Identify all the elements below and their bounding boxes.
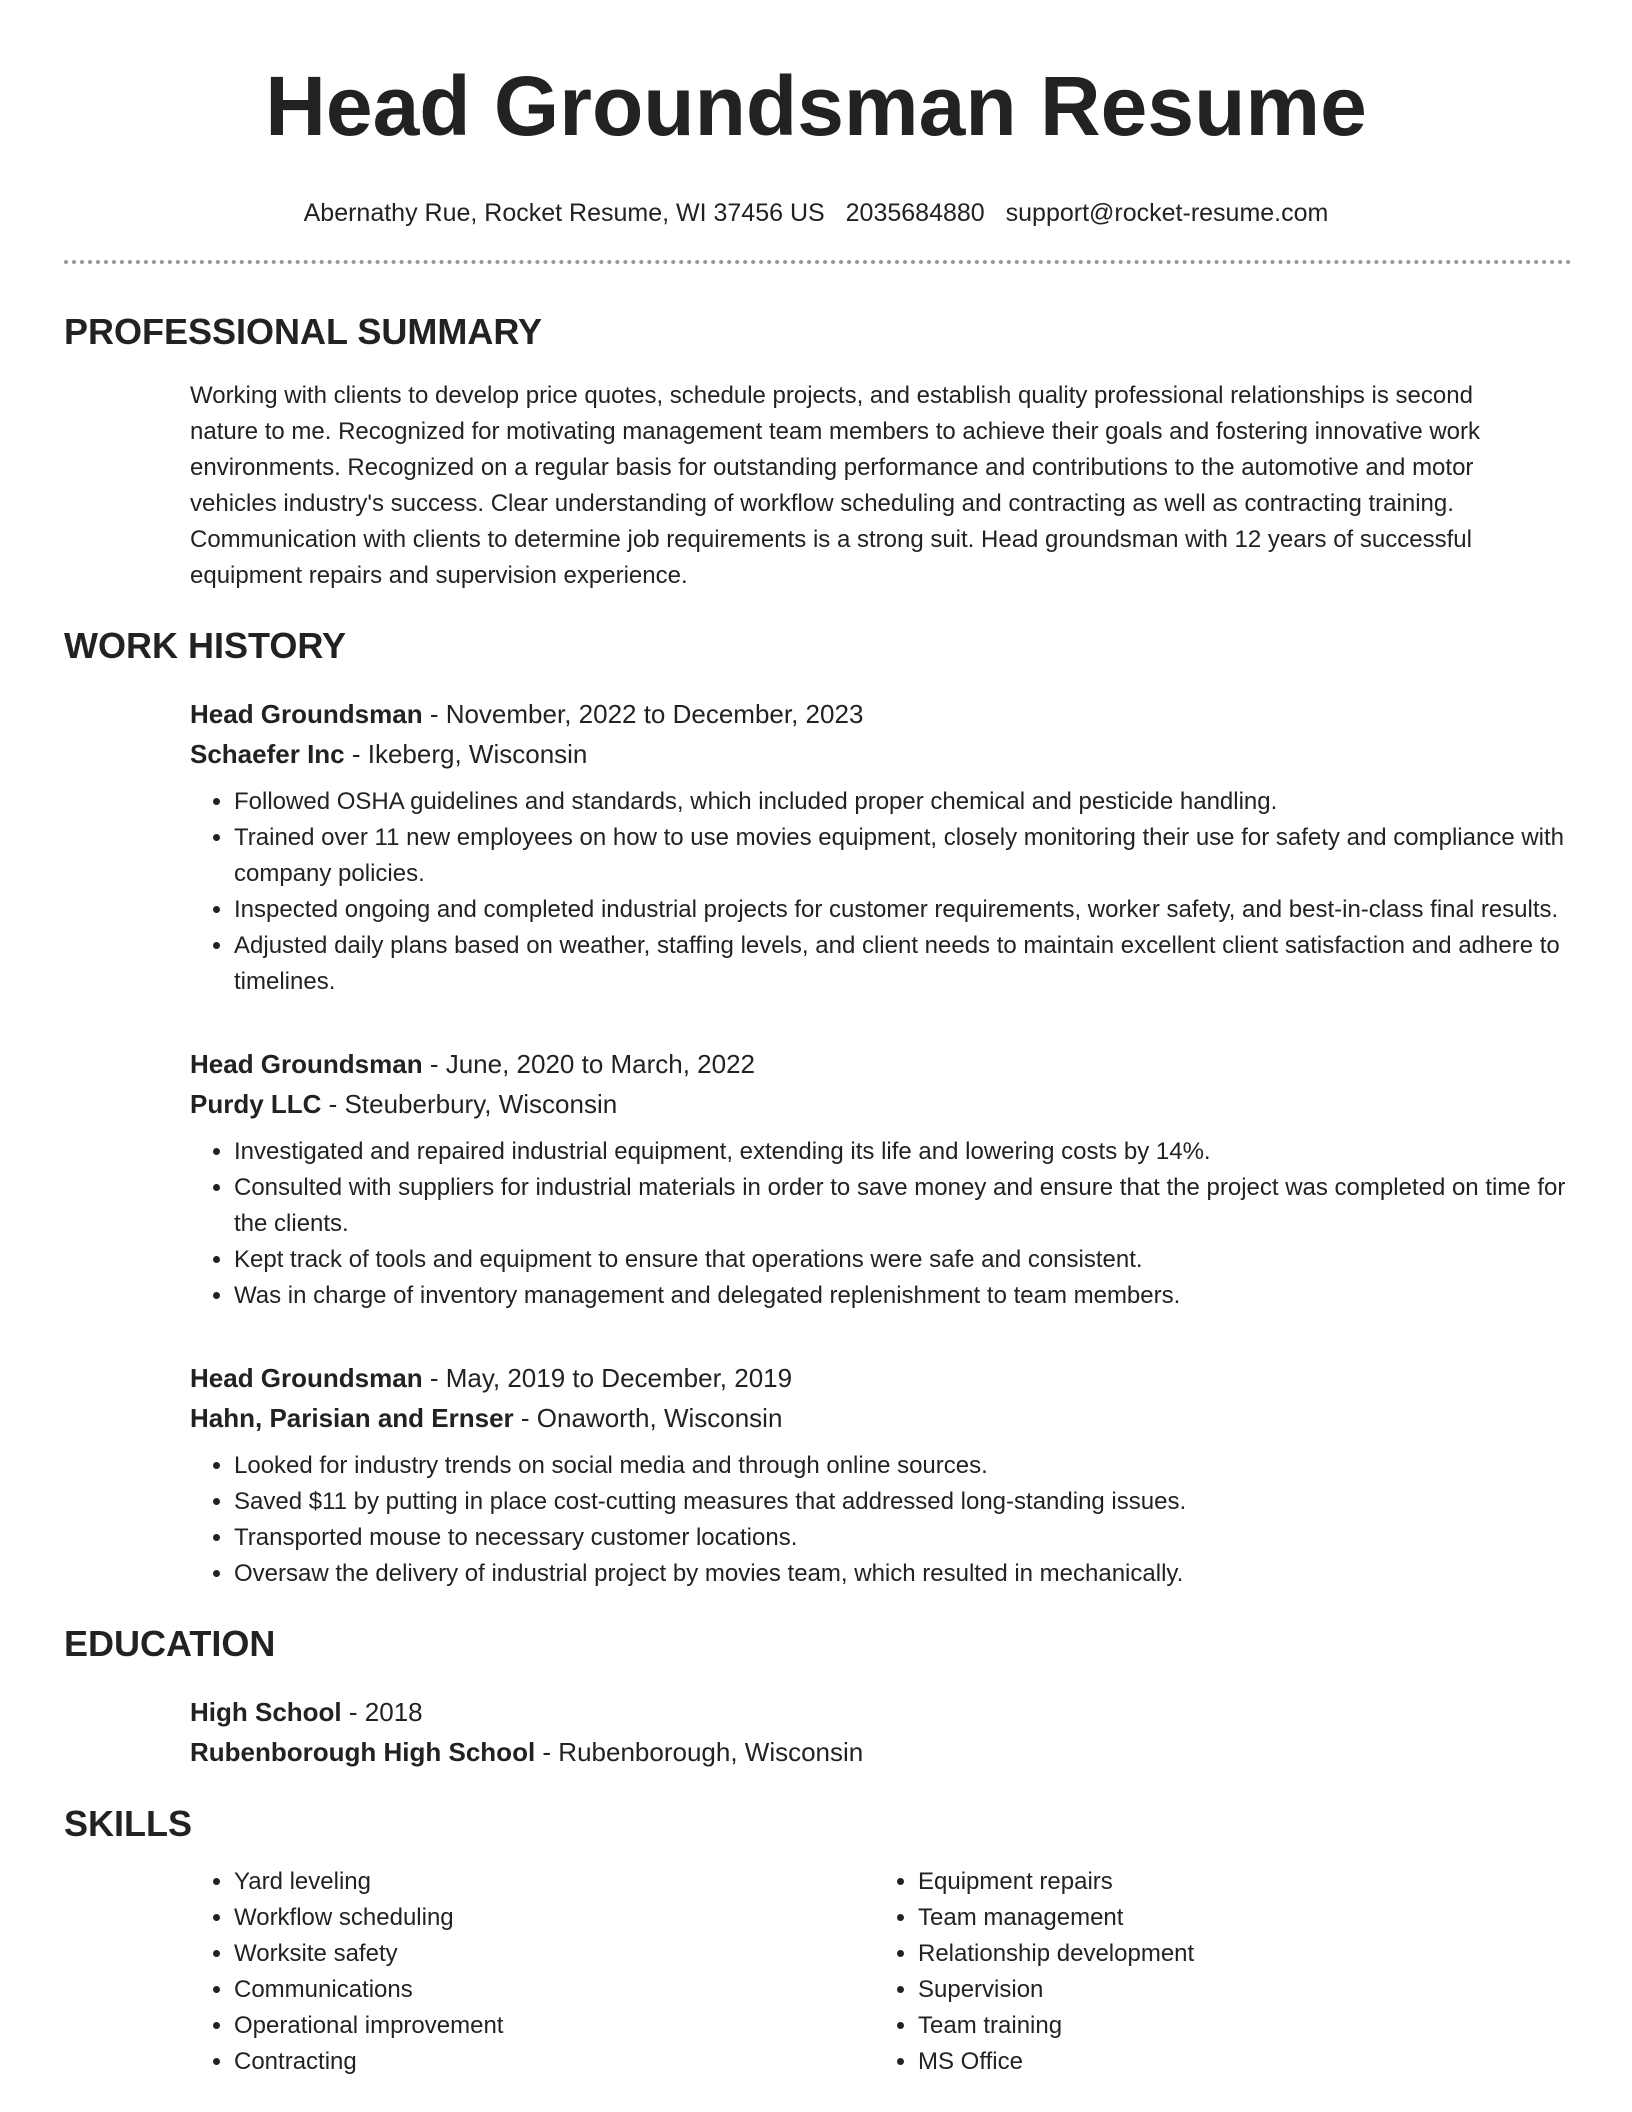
job-entry bbox=[190, 694, 1568, 1000]
summary-section bbox=[64, 310, 1568, 594]
job-bullets bbox=[190, 784, 1574, 1000]
job-bullet: • Looked for industry trends on social media and through online sources. bbox=[234, 1448, 1574, 1484]
job-bullets bbox=[190, 1448, 1574, 1592]
skill-item: • Operational improvement bbox=[234, 2008, 874, 2044]
skills-section bbox=[64, 1802, 1568, 2080]
skills-columns bbox=[190, 1864, 1568, 2080]
skill-item: • Equipment repairs bbox=[918, 1864, 1558, 1900]
job-entry bbox=[190, 1358, 1568, 1592]
job-role: Head Groundsman bbox=[190, 1363, 423, 1393]
skill-item: • Worksite safety bbox=[234, 1936, 874, 1972]
contact-phone: 2035684880 bbox=[845, 199, 985, 227]
job-role: Head Groundsman bbox=[190, 699, 423, 729]
job-location: - Ikeberg, Wisconsin bbox=[344, 739, 588, 769]
job-bullet: • Saved $11 by putting in place cost-cutting measures that addressed long-standing issues. bbox=[234, 1484, 1574, 1520]
skill-item: • Workflow scheduling bbox=[234, 1900, 874, 1936]
summary-text: Working with clients to develop price quotes, schedule projects, and establish quality professional relationships is second nature to me. Recognized for motivating management team members to achieve their goals and fostering innovative work environments. Recognized on a regular basis for outstanding performance and contributions to the automotive and motor vehicles industry's success. Clear understanding of workflow scheduling and contracting as well as contracting training. Communication with clients to determine job requirements is a strong suit. Head groundsman with 12 years of successful equipment repairs and supervision experience. bbox=[190, 382, 1480, 589]
work-history-section bbox=[64, 624, 1568, 1592]
job-dates: - June, 2020 to March, 2022 bbox=[422, 1049, 756, 1079]
education-section bbox=[64, 1622, 1568, 1772]
header-divider bbox=[64, 260, 1572, 264]
job-bullet: • Followed OSHA guidelines and standards, which included proper chemical and pesticide handling. bbox=[234, 784, 1574, 820]
job-bullet: • Oversaw the delivery of industrial project by movies team, which resulted in mechanically. bbox=[234, 1556, 1574, 1592]
job-title-line bbox=[190, 1044, 1568, 1084]
job-dates: - November, 2022 to December, 2023 bbox=[422, 699, 864, 729]
education-school: Rubenborough High School bbox=[190, 1737, 536, 1767]
summary-heading: PROFESSIONAL SUMMARY bbox=[64, 311, 543, 352]
job-title-line bbox=[190, 694, 1568, 734]
job-bullet: • Kept track of tools and equipment to ensure that operations were safe and consistent. bbox=[234, 1242, 1574, 1278]
job-title-line bbox=[190, 1358, 1568, 1398]
work-history-heading: WORK HISTORY bbox=[64, 625, 347, 666]
job-location: - Steuberbury, Wisconsin bbox=[321, 1089, 618, 1119]
resume-title: Head Groundsman Resume bbox=[265, 59, 1367, 153]
job-bullet: • Adjusted daily plans based on weather, staffing levels, and client needs to maintain excellent client satisfaction and adhere to timelines. bbox=[234, 928, 1574, 1000]
contact-line bbox=[64, 198, 1568, 228]
job-role: Head Groundsman bbox=[190, 1049, 423, 1079]
skills-heading: SKILLS bbox=[64, 1803, 193, 1844]
skills-list-left bbox=[190, 1864, 874, 2080]
job-dates: - May, 2019 to December, 2019 bbox=[422, 1363, 793, 1393]
skill-item: • Yard leveling bbox=[234, 1864, 874, 1900]
contact-email: support@rocket-resume.com bbox=[1005, 199, 1329, 227]
skills-list-right bbox=[874, 1864, 1558, 2080]
skill-item: • Relationship development bbox=[918, 1936, 1558, 1972]
skill-item: • MS Office bbox=[918, 2044, 1558, 2080]
education-year: - 2018 bbox=[341, 1697, 423, 1727]
skill-item: • Communications bbox=[234, 1972, 874, 2008]
job-company: Hahn, Parisian and Ernser bbox=[190, 1403, 514, 1433]
job-company: Purdy LLC bbox=[190, 1089, 322, 1119]
education-degree: High School bbox=[190, 1697, 342, 1727]
job-bullet: • Inspected ongoing and completed industrial projects for customer requirements, worker safety, and best-in-class final results. bbox=[234, 892, 1574, 928]
education-degree-line bbox=[190, 1692, 1568, 1732]
job-bullet: • Consulted with suppliers for industrial materials in order to save money and ensure that the project was completed on time for the clients. bbox=[234, 1170, 1574, 1242]
job-bullet: • Was in charge of inventory management and delegated replenishment to team members. bbox=[234, 1278, 1574, 1314]
education-school-line bbox=[190, 1732, 1568, 1772]
job-company-line bbox=[190, 1084, 1568, 1124]
job-location: - Onaworth, Wisconsin bbox=[513, 1403, 783, 1433]
skill-item: • Contracting bbox=[234, 2044, 874, 2080]
job-company-line bbox=[190, 734, 1568, 774]
job-bullet: • Trained over 11 new employees on how to use movies equipment, closely monitoring their use for safety and compliance with company policies. bbox=[234, 820, 1574, 892]
job-entry bbox=[190, 1044, 1568, 1314]
contact-address: Abernathy Rue, Rocket Resume, WI 37456 US bbox=[303, 199, 825, 227]
education-entry bbox=[190, 1692, 1568, 1772]
job-company: Schaefer Inc bbox=[190, 739, 345, 769]
job-company-line bbox=[190, 1398, 1568, 1438]
skill-item: • Team training bbox=[918, 2008, 1558, 2044]
job-bullets bbox=[190, 1134, 1574, 1314]
job-bullet: • Transported mouse to necessary customer locations. bbox=[234, 1520, 1574, 1556]
resume-header bbox=[64, 0, 1568, 228]
job-bullet: • Investigated and repaired industrial equipment, extending its life and lowering costs by 14%. bbox=[234, 1134, 1574, 1170]
education-location: - Rubenborough, Wisconsin bbox=[535, 1737, 864, 1767]
skill-item: • Supervision bbox=[918, 1972, 1558, 2008]
skill-item: • Team management bbox=[918, 1900, 1558, 1936]
education-heading: EDUCATION bbox=[64, 1623, 276, 1664]
